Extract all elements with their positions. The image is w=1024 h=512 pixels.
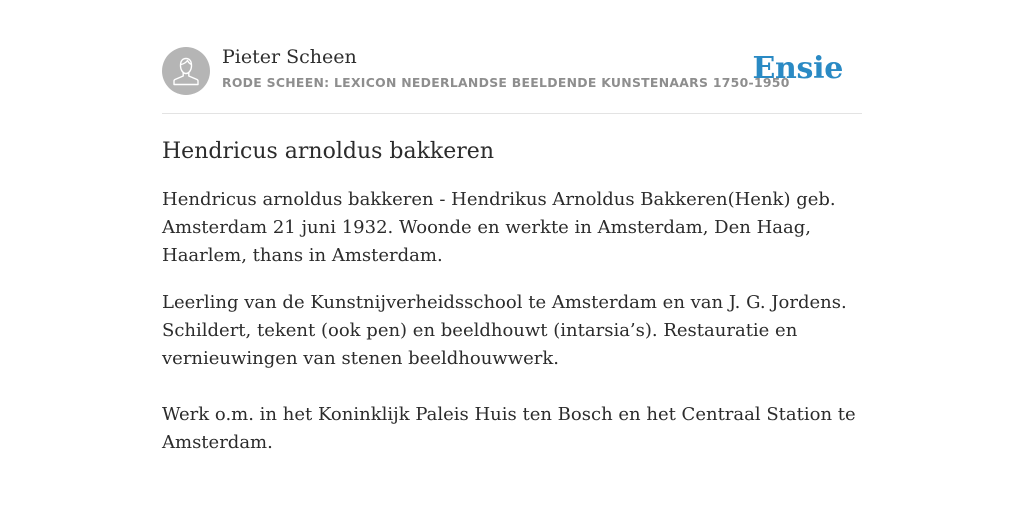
article-card <box>162 44 862 476</box>
article-title: Hendricus arnoldus bakkeren <box>162 139 494 164</box>
article-body <box>162 186 857 457</box>
ensie-logo[interactable]: Ensie <box>752 51 843 86</box>
author-name[interactable]: Pieter Scheen <box>222 46 357 68</box>
article-header <box>162 44 862 114</box>
body-paragraph: Hendricus arnoldus bakkeren - Hendrikus Arnoldus Bakkeren(Henk) geb. Amsterdam 21 juni 1932. Woonde en werkte in Amsterdam, Den Haag, Haarlem, thans in Amsterdam. <box>162 189 836 266</box>
avatar[interactable] <box>162 47 210 95</box>
body-paragraph: Leerling van de Kunstnijverheidsschool te Amsterdam en van J. G. Jordens. Schildert, tekent (ook pen) en beeldhouwt (intarsia’s). Restauratie en vernieuwingen van stenen beeldhouwwerk. <box>162 292 847 369</box>
body-paragraph: Werk o.m. in het Koninklijk Paleis Huis ten Bosch en het Centraal Station te Amsterdam. <box>162 404 856 453</box>
user-icon <box>162 47 210 95</box>
source-label[interactable]: RODE SCHEEN: LEXICON NEDERLANDSE BEELDENDE KUNSTENAARS 1750-1950 <box>222 75 790 90</box>
